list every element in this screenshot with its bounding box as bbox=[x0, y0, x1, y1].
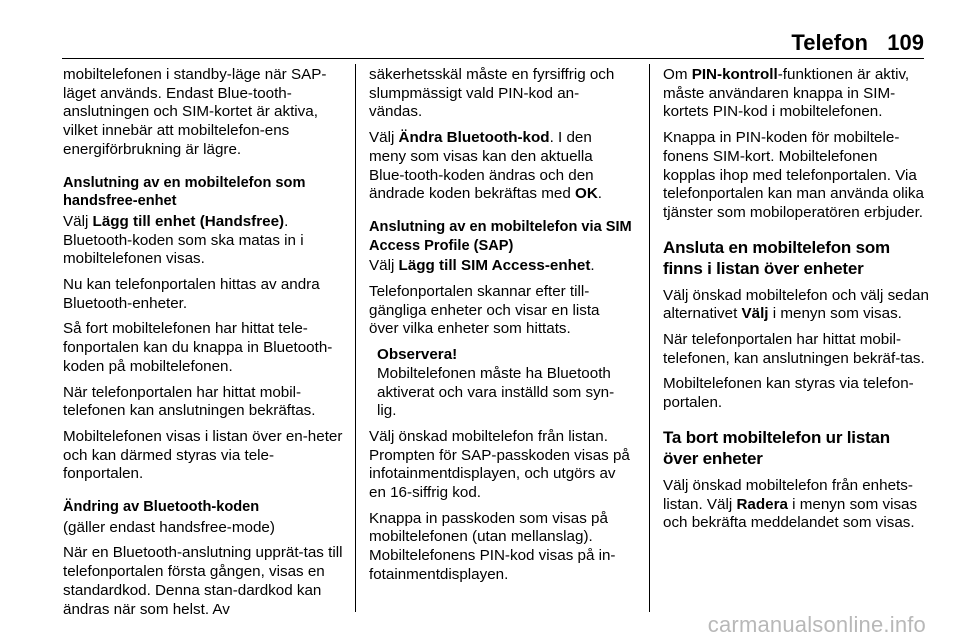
text: . bbox=[597, 185, 603, 203]
paragraph: När telefonportalen har hittat mobil-telefonen, kan anslutningen bekräf-tas. bbox=[663, 331, 925, 367]
paragraph: Så fort mobiltelefonen har hittat tele-fonportalen kan du knappa in Bluetooth-koden på mobiltelefonen. bbox=[63, 320, 333, 375]
note-title: Observera! bbox=[377, 346, 458, 364]
menu-option-change-code: Ändra Bluetooth-kod bbox=[398, 129, 550, 147]
paragraph: mobiltelefonen i standby-läge när SAP-läget används. Endast Blue-tooth-anslutningen och SIM-kortet är aktiva, vilket innebär att mobiltelefon-ens energiförbrukning är lägre. bbox=[63, 66, 327, 158]
paragraph: Telefonportalen skannar efter till-gängliga enheter och visar en lista över vilka enheter som hittats. bbox=[369, 283, 600, 338]
menu-option-add-sim-access: Lägg till SIM Access-enhet bbox=[398, 257, 591, 275]
paragraph bbox=[369, 257, 632, 276]
text-column-2 bbox=[369, 66, 632, 592]
paragraph: säkerhetsskäl måste en fyrsiffrig och slumpmässigt vald PIN-kod an-vändas. bbox=[369, 66, 615, 121]
paragraph: Mobiltelefonen visas i listan över en-heter och kan därmed styras via tele-fonportalen. bbox=[63, 427, 343, 483]
select-option: Välj bbox=[741, 305, 769, 323]
subheading-sim-access: Anslutning av en mobiltelefon via SIM Access Profile (SAP) bbox=[369, 218, 632, 254]
column-divider-1 bbox=[355, 64, 356, 612]
text: Om bbox=[663, 66, 692, 83]
paragraph: När en Bluetooth-anslutning upprät-tas till telefonportalen första gången, visas en standardkod. Denna stan-dardkod kan ändras när som helst. Av bbox=[63, 544, 343, 618]
paragraph bbox=[663, 66, 929, 122]
paragraph bbox=[663, 477, 929, 533]
delete-option: Radera bbox=[736, 495, 788, 513]
note-box bbox=[369, 346, 632, 421]
text-column-3 bbox=[663, 66, 929, 540]
page-number: 109 bbox=[887, 30, 924, 55]
text: Välj bbox=[369, 257, 399, 275]
paragraph: Knappa in PIN-koden för mobiltele-fonens SIM-kort. Mobiltelefonen kopplas ihop med telefonportalen. Via telefonportalen kan man använda olika tjänster som mobiloperatören erbjuder. bbox=[663, 129, 924, 221]
heading-connect-listed-phone: Ansluta en mobiltelefon som finns i listan över enheter bbox=[663, 237, 890, 278]
paragraph: Nu kan telefonportalen hittas av andra Bluetooth-enheter. bbox=[63, 276, 320, 312]
ok-option: OK bbox=[575, 185, 598, 203]
text: i menyn som visas. bbox=[768, 305, 902, 323]
text: Välj bbox=[369, 129, 399, 147]
page-header-title: Telefon bbox=[791, 30, 868, 55]
heading-remove-phone: Ta bort mobiltelefon ur listan över enheter bbox=[663, 427, 890, 468]
subheading-change-code: Ändring av Bluetooth-koden bbox=[63, 499, 260, 516]
paragraph: Knappa in passkoden som visas på mobiltelefonen (utan mellanslag). Mobiltelefonens PIN-kod visas på in-fotainmentdisplayen. bbox=[369, 509, 616, 583]
paragraph: (gäller endast handsfree-mode) bbox=[63, 518, 275, 536]
watermark-footer: carmanualsonline.info bbox=[707, 612, 926, 637]
paragraph bbox=[63, 213, 350, 269]
paragraph bbox=[663, 287, 929, 324]
text: . Bluetooth-koden som ska matas in i mobiltelefonen visas. bbox=[63, 212, 304, 268]
text: Välj bbox=[63, 212, 93, 230]
paragraph: Välj önskad mobiltelefon från listan. Prompten för SAP-passkoden visas på infotainmentdisplayen, och utgörs av en 16-siffrig kod. bbox=[369, 427, 630, 502]
header-divider bbox=[62, 58, 924, 59]
text: Välj önskad mobiltelefon från enhets-listan. Välj bbox=[663, 476, 913, 513]
pin-control-option: PIN-kontroll bbox=[691, 66, 778, 83]
text: . bbox=[590, 257, 595, 275]
paragraph: Mobiltelefonen kan styras via telefon-portalen. bbox=[663, 375, 914, 412]
text: i menyn som visas och bekräfta meddelandet som visas. bbox=[663, 495, 918, 532]
menu-option-add-handsfree: Lägg till enhet (Handsfree) bbox=[92, 212, 285, 230]
text: Välj önskad mobiltelefon och välj sedan alternativet bbox=[663, 286, 929, 323]
text: -funktionen är aktiv, måste användaren knappa in SIM-kortets PIN-kod i mobiltelefonen. bbox=[663, 66, 910, 121]
subheading-handsfree: Anslutning av en mobiltelefon som handsfree-enhet bbox=[63, 174, 306, 210]
paragraph bbox=[369, 129, 632, 204]
text-column-1 bbox=[63, 66, 350, 626]
text: . I den meny som visas kan den aktuella Blue-tooth-koden ändras och den ändrade koden bekräftas med bbox=[369, 129, 594, 203]
column-divider-2 bbox=[649, 64, 650, 612]
paragraph: När telefonportalen har hittat mobil-telefonen kan anslutningen bekräftas. bbox=[63, 383, 316, 420]
note-text: Mobiltelefonen måste ha Bluetooth aktiverat och vara inställd som syn-lig. bbox=[377, 364, 615, 420]
